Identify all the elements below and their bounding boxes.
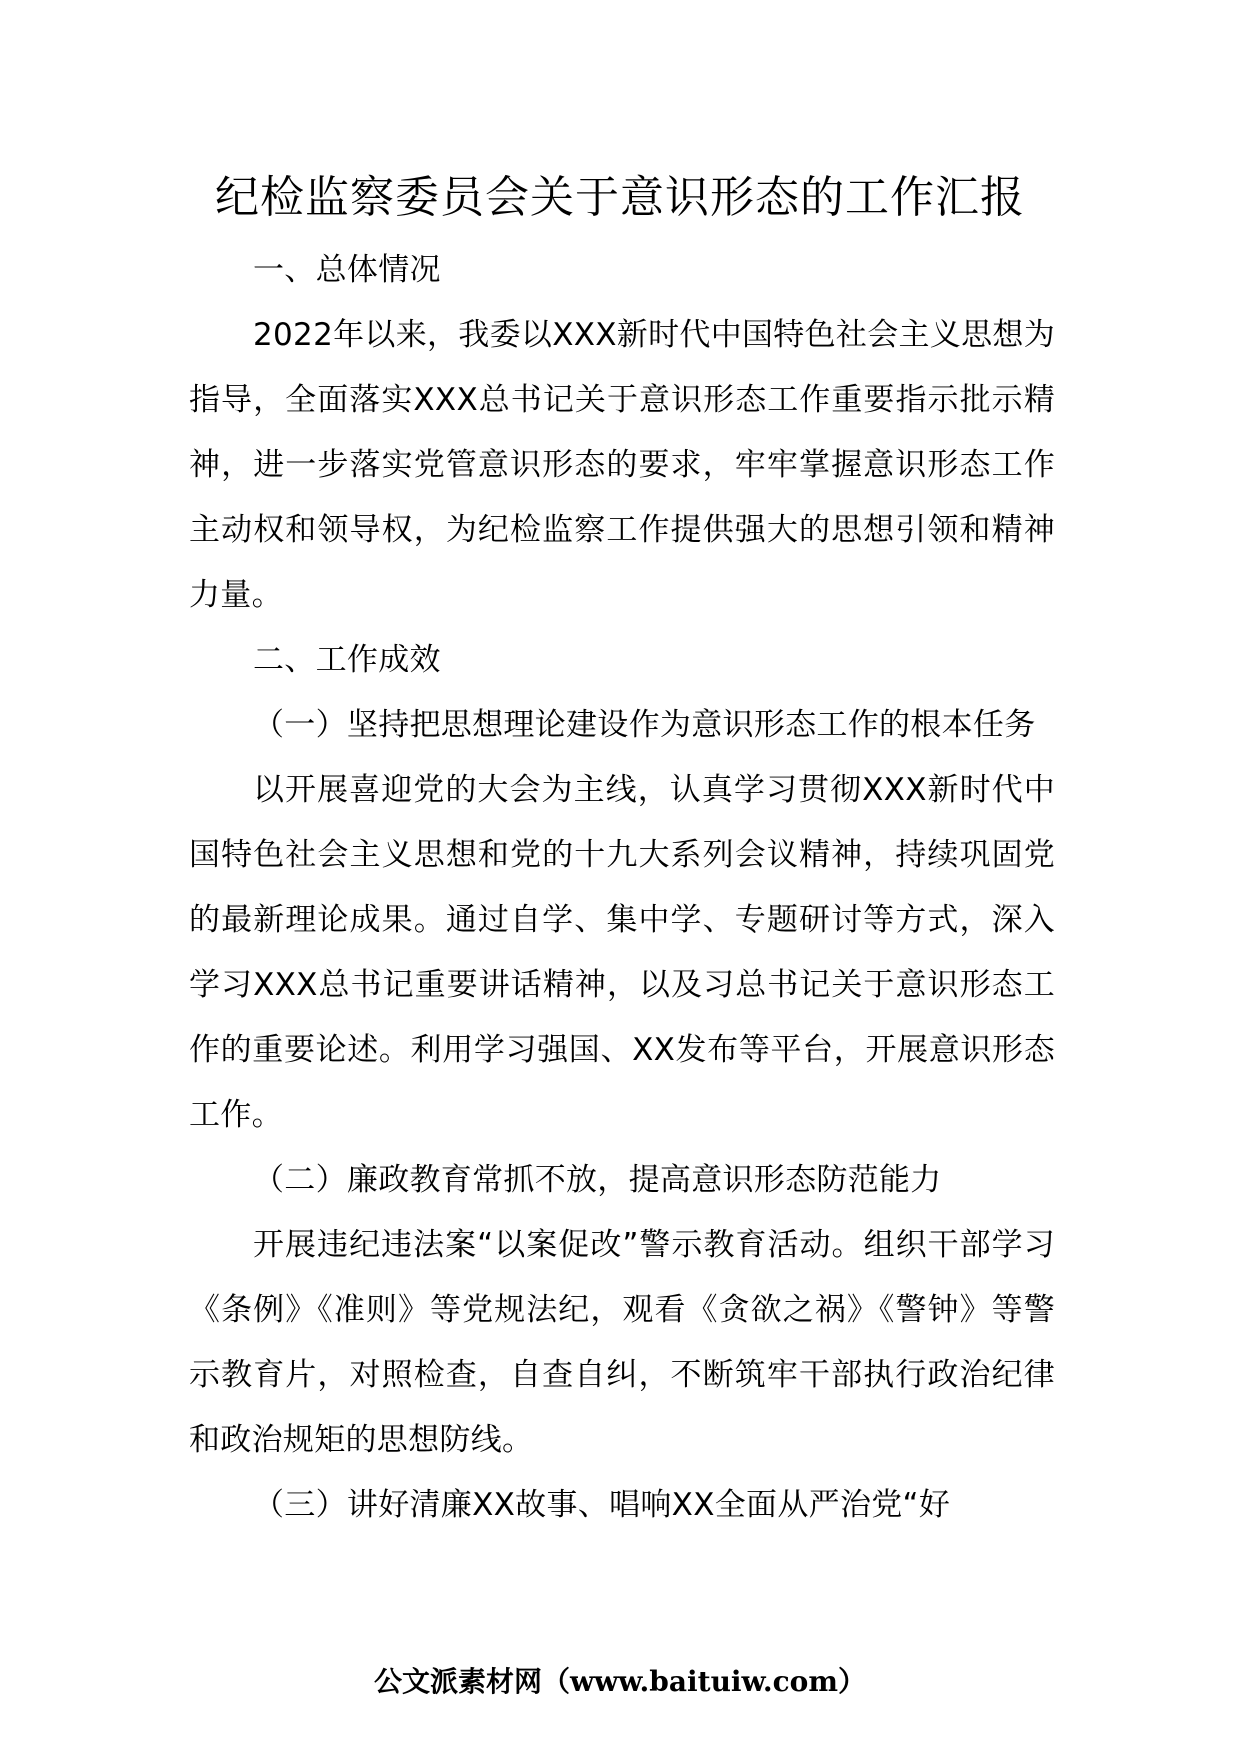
- paragraph-subsection-1: 以开展喜迎党的大会为主线，认真学习贯彻XXX新时代中国特色社会主义思想和党的十九大系列会议精神，持续巩固党的最新理论成果。通过自学、集中学、专题研讨等方式，深入学习XXX总书记重要讲话精神，以及习总书记关于意识形态工作的重要论述。利用学习强国、XX发布等平台，开展意识形态工作。: [189, 772, 1055, 1133]
- paragraph-subsection-2: 开展违纪违法案“以案促改”警示教育活动。组织干部学习《条例》《准则》等党规法纪，观看《贪欲之祸》《警钟》等警示教育片，对照检查，自查自纠，不断筑牢干部执行政治纪律和政治规矩的思想防线。: [189, 1227, 1055, 1458]
- document-body: [189, 238, 1055, 1538]
- subsection-heading-1: （一）坚持把思想理论建设作为意识形态工作的根本任务: [253, 707, 1036, 743]
- document-title: 纪检监察委员会关于意识形态的工作汇报: [215, 172, 1025, 223]
- footer-watermark: 公文派素材网（www.baituiw.com）: [374, 1665, 866, 1698]
- paragraph-overview: 2022年以来，我委以XXX新时代中国特色社会主义思想为指导，全面落实XXX总书记关于意识形态工作重要指示批示精神，进一步落实党管意识形态的要求，牢牢掌握意识形态工作主动权和领导权，为纪检监察工作提供强大的思想引领和精神力量。: [189, 317, 1056, 613]
- subsection-heading-2: （二）廉政教育常抓不放，提高意识形态防范能力: [253, 1162, 942, 1198]
- section-heading-achievements: 二、工作成效: [253, 642, 441, 678]
- subsection-heading-3: （三）讲好清廉XX故事、唱响XX全面从严治党“好: [253, 1487, 951, 1523]
- section-heading-overview: 一、总体情况: [253, 252, 441, 288]
